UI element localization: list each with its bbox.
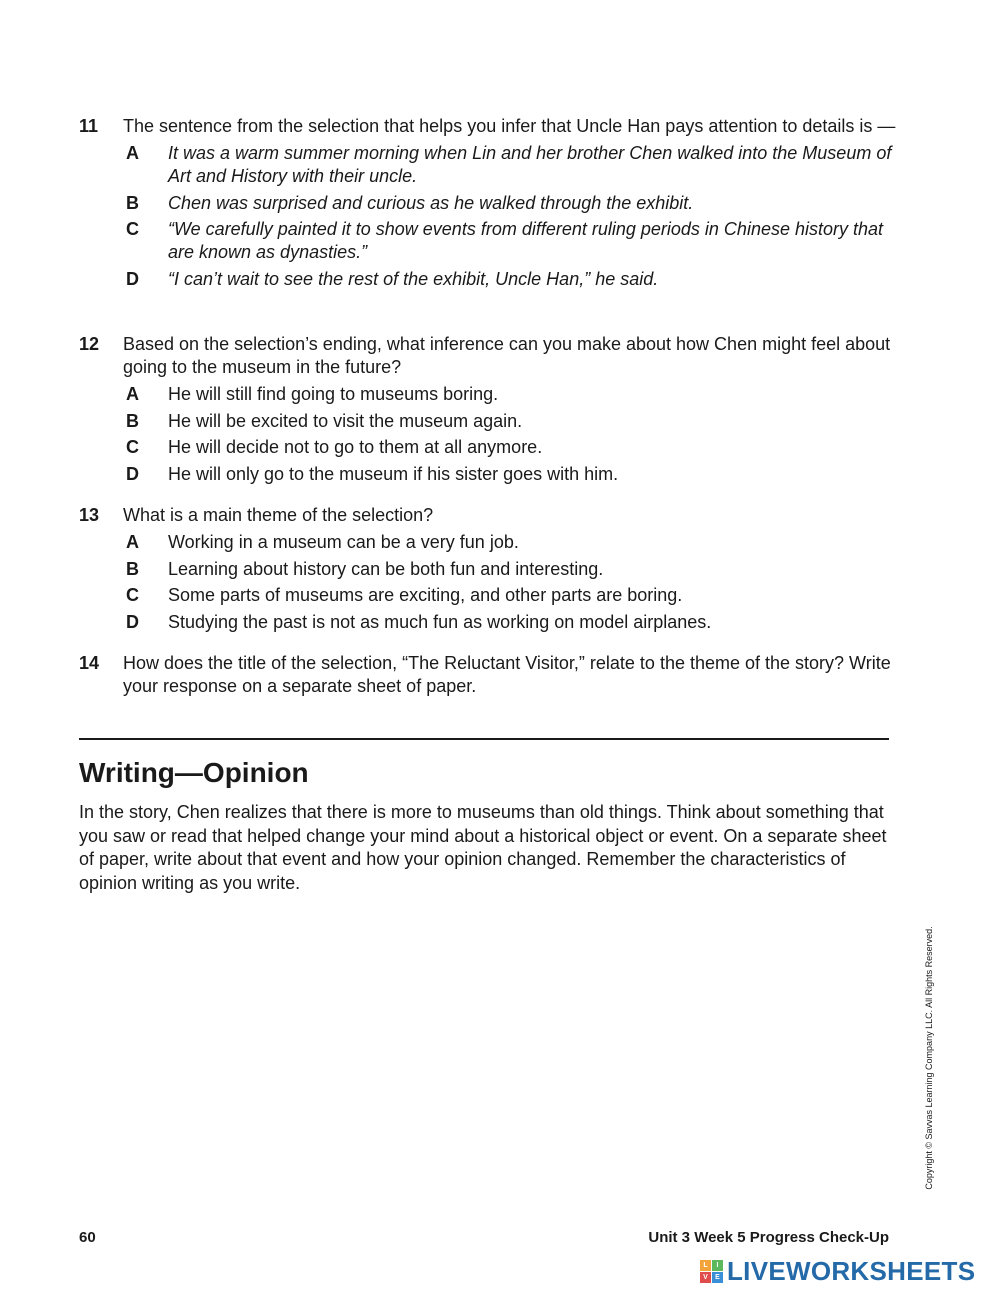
question-number: 14 — [79, 653, 100, 673]
liveworksheets-logo-icon — [700, 1260, 723, 1283]
writing-heading: Writing—Opinion — [79, 757, 309, 788]
liveworksheets-brand[interactable] — [700, 1257, 975, 1285]
option-letter: C — [126, 585, 139, 605]
option-letter: A — [126, 384, 139, 404]
logo-tile: V — [700, 1272, 711, 1283]
footer-title: Unit 3 Week 5 Progress Check-Up — [648, 1229, 889, 1246]
option-letter: D — [126, 611, 139, 632]
option-letter: D — [126, 268, 139, 289]
option-text: He will decide not to go to them at all anymore. — [168, 437, 543, 457]
page-number: 60 — [79, 1229, 96, 1246]
option-a[interactable] — [126, 142, 899, 188]
writing-prompt: In the story, Chen realizes that there is more to museums than old things. Think about something that you saw or read that helped change your mind about a historical object or event. On a separate sheet of paper, write about that event and how your opinion changed. Remember the characteristics of opinion writing as you write. — [79, 802, 887, 893]
option-letter: B — [126, 410, 139, 431]
option-letter: B — [126, 558, 139, 579]
option-letter: A — [126, 532, 139, 552]
option-c[interactable] — [126, 436, 899, 459]
question-text: The sentence from the selection that helps you infer that Uncle Han pays attention to details is — — [123, 116, 896, 136]
answer-options — [126, 142, 899, 291]
option-d[interactable] — [126, 268, 899, 291]
option-text: Some parts of museums are exciting, and other parts are boring. — [168, 585, 683, 605]
option-text: Studying the past is not as much fun as working on model airplanes. — [168, 611, 712, 632]
option-letter: B — [126, 192, 139, 213]
option-letter: A — [126, 143, 139, 163]
question-12 — [79, 333, 899, 489]
option-letter: C — [126, 437, 139, 457]
question-text: Based on the selection’s ending, what inference can you make about how Chen might feel about going to the museum in the future? — [123, 334, 891, 377]
question-14 — [79, 652, 899, 698]
section-divider — [79, 738, 889, 740]
question-text: How does the title of the selection, “The Reluctant Visitor,” relate to the theme of the story? Write your response on a separate sheet of paper. — [123, 653, 891, 696]
option-c[interactable] — [126, 218, 899, 264]
option-letter: C — [126, 219, 139, 239]
option-text: Chen was surprised and curious as he walked through the exhibit. — [168, 192, 694, 213]
question-13 — [79, 504, 899, 637]
option-text: He will still find going to museums boring. — [168, 384, 499, 404]
question-11 — [79, 115, 899, 294]
option-a[interactable] — [126, 531, 899, 554]
question-number: 13 — [79, 505, 100, 525]
answer-options — [126, 531, 899, 634]
option-text: He will be excited to visit the museum again. — [168, 410, 523, 431]
option-c[interactable] — [126, 584, 899, 607]
option-text: He will only go to the museum if his sister goes with him. — [168, 463, 619, 484]
option-d[interactable] — [126, 611, 899, 634]
question-text: What is a main theme of the selection? — [123, 505, 434, 525]
option-d[interactable] — [126, 463, 899, 486]
option-text: “We carefully painted it to show events from different ruling periods in Chinese history that are known as dynasties.” — [168, 219, 884, 262]
option-text: It was a warm summer morning when Lin and her brother Chen walked into the Museum of Art and History with their uncle. — [168, 143, 892, 186]
brand-name: LIVEWORKSHEETS — [727, 1255, 976, 1286]
question-number: 12 — [79, 334, 100, 354]
option-a[interactable] — [126, 383, 899, 406]
logo-tile: I — [712, 1260, 723, 1271]
option-b[interactable] — [126, 558, 899, 581]
option-b[interactable] — [126, 192, 899, 215]
option-text: Learning about history can be both fun and interesting. — [168, 558, 604, 579]
logo-tile: E — [712, 1272, 723, 1283]
option-b[interactable] — [126, 410, 899, 433]
option-text: “I can’t wait to see the rest of the exhibit, Uncle Han,” he said. — [168, 268, 659, 289]
answer-options — [126, 383, 899, 486]
logo-tile: L — [700, 1260, 711, 1271]
copyright-notice: Copyright © Savvas Learning Company LLC. All Rights Reserved. — [924, 926, 934, 1190]
question-number: 11 — [79, 116, 99, 136]
option-letter: D — [126, 463, 139, 484]
option-text: Working in a museum can be a very fun job. — [168, 532, 519, 552]
